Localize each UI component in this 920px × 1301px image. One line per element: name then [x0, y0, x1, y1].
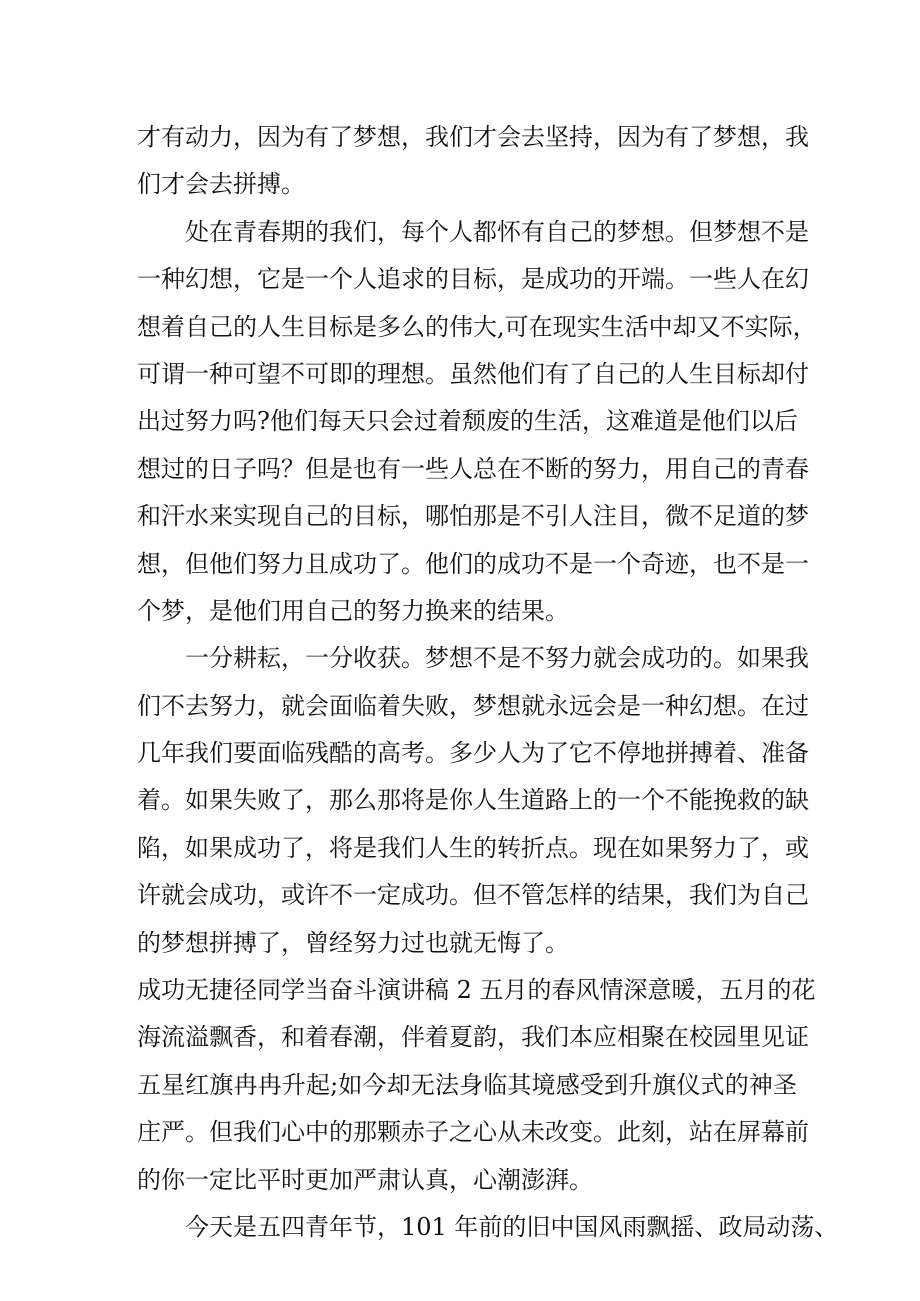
text-line: 一分耕耘，一分收获。梦想不是不努力就会成功的。如果我 [185, 644, 809, 673]
text-line: 和汗水来实现自己的目标，哪怕那是不引人注目，微不足道的梦 [137, 502, 809, 531]
text-line: 五星红旗冉冉升起;如今却无法身临其境感受到升旗仪式的神圣 [137, 1070, 797, 1099]
text-line: 才有动力，因为有了梦想，我们才会去坚持，因为有了梦想，我 [137, 123, 809, 151]
text-line: 想着自己的人生目标是多么的伟大,可在现实生活中却又不实际， [137, 312, 817, 341]
text-line: 的你一定比平时更加严肃认真，心潮澎湃。 [137, 1165, 593, 1194]
text-line: 成功无捷径同学当奋斗演讲稿 2 五月的春风情深意暖，五月的花 [137, 976, 816, 1005]
text-line: 今天是五四青年节，101 年前的旧中国风雨飘摇、政局动荡、 [185, 1212, 839, 1241]
text-line: 着。如果失败了，那么那将是你人生道路上的一个不能挽救的缺 [137, 786, 809, 815]
text-line: 几年我们要面临残酷的高考。多少人为了它不停地拼搏着、准备 [137, 739, 809, 768]
text-line: 出过努力吗?他们每天只会过着颓废的生活，这难道是他们以后 [137, 407, 798, 436]
document-body [137, 114, 839, 1251]
text-line: 的梦想拼搏了，曾经努力过也就无悔了。 [137, 928, 569, 957]
text-line: 处在青春期的我们，每个人都怀有自己的梦想。但梦想不是 [185, 217, 809, 246]
text-line: 个梦，是他们用自己的努力换来的结果。 [137, 596, 569, 625]
text-line: 们不去努力，就会面临着失败，梦想就永远会是一种幻想。在过 [137, 691, 809, 720]
text-line: 可谓一种可望不可即的理想。虽然他们有了自己的人生目标却付 [137, 359, 809, 388]
text-line: 一种幻想，它是一个人追求的目标，是成功的开端。一些人在幻 [137, 265, 809, 294]
text-line: 想过的日子吗？但是也有一些人总在不断的努力，用自己的青春 [137, 454, 809, 483]
text-line: 想，但他们努力且成功了。他们的成功不是一个奇迹，也不是一 [137, 549, 809, 578]
text-line: 许就会成功，或许不一定成功。但不管怎样的结果，我们为自己 [137, 881, 809, 910]
text-line: 庄严。但我们心中的那颗赤子之心从未改变。此刻，站在屏幕前 [137, 1118, 809, 1147]
text-line: 们才会去拼搏。 [137, 170, 305, 199]
text-line: 海流溢飘香，和着春潮，伴着夏韵，我们本应相聚在校园里见证 [137, 1023, 809, 1052]
text-line: 陷，如果成功了，将是我们人生的转折点。现在如果努力了，或 [137, 833, 809, 862]
